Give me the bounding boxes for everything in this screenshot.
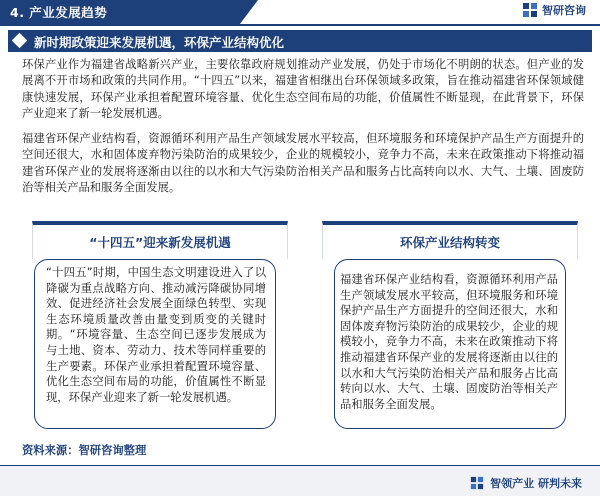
paragraph-1: 环保产业作为福建省战略新兴产业，主要依靠政府规划推动产业发展，仍处于市场化不明朗的状态。但产业的发展离不开市场和政策的共同作用。“十四五”以来，福建省相继出台环保领域多政策，旨在推动福建省环保领域健康快速发展，环保产业承担着配置环境容量、优化生态空间布局的功能，价值属性不断显现，在此背景下，环保产业迎来了新一轮发展机遇。 [22,58,584,121]
source-note: 资料来源：智研咨询整理 [22,444,147,457]
footer-slogan [470,475,582,491]
header-title: 4. 产业发展趋势 [10,5,108,20]
card-right [322,221,578,259]
card-left [32,221,288,259]
paragraph-2: 福建省环保产业结构看，资源循环利用产品生产领域发展水平较高，但环境服务和环境保护产品生产方面提升的空间还很大，水和固体废弃物污染防治的成果较少，企业的规模较小，竞争力不高，未来在政策推动下将推动福建省环保产业的发展将逐渐由以往的以水和大气污染防治相关产品和服务占比高转向以水、大气、土壤、固废防治等相关产品和服务全面发展。 [22,132,584,195]
header-divider [0,24,600,26]
brand-logo [522,2,586,18]
card-right-header [322,221,578,259]
footer-logo-icon [470,476,484,490]
footer-slogan-text: 智领产业 研判未来 [490,477,582,490]
card-left-title: “十四五”迎来新发展机遇 [89,235,231,250]
logo-text: 智研咨询 [542,4,586,17]
page-header [0,0,600,24]
card-right-body: 福建省环保产业结构看，资源循环利用产品生产领域发展水平较高，但环境服务和环境保护产品生产方面提升的空间还很大，水和固体废弃物污染防治的成果较少，企业的规模较小，竞争力不高，未来在政策推动下将推动福建省环保产业的发展将逐渐由以往的以水和大气污染防治相关产品和服务占比高转向以水、大气、土壤、固废防治等相关产品和服务全面发展。 [340,273,558,411]
card-left-header [32,221,288,259]
card-left-body: “十四五”时期，中国生态文明建设进入了以降碳为重点战略方向、推动减污降碳协同增效、促进经济社会发展全面绿色转型、实现生态环境质量改善由量变到质变的关键时期。“环境容量、生态空间已逐步发展成为与土地、资本、劳动力、技术等同样重要的生产要素。环保产业承担着配置环境容量、优化生态空间布局的功能，价值属性不断显现，环保产业迎来了新一轮发展机遇。 [46,266,266,404]
section-title: 新时期政策迎来发展机遇，环保产业结构优化 [34,35,285,50]
card-right-title: 环保产业结构转变 [399,235,500,250]
logo-icon [522,2,538,18]
